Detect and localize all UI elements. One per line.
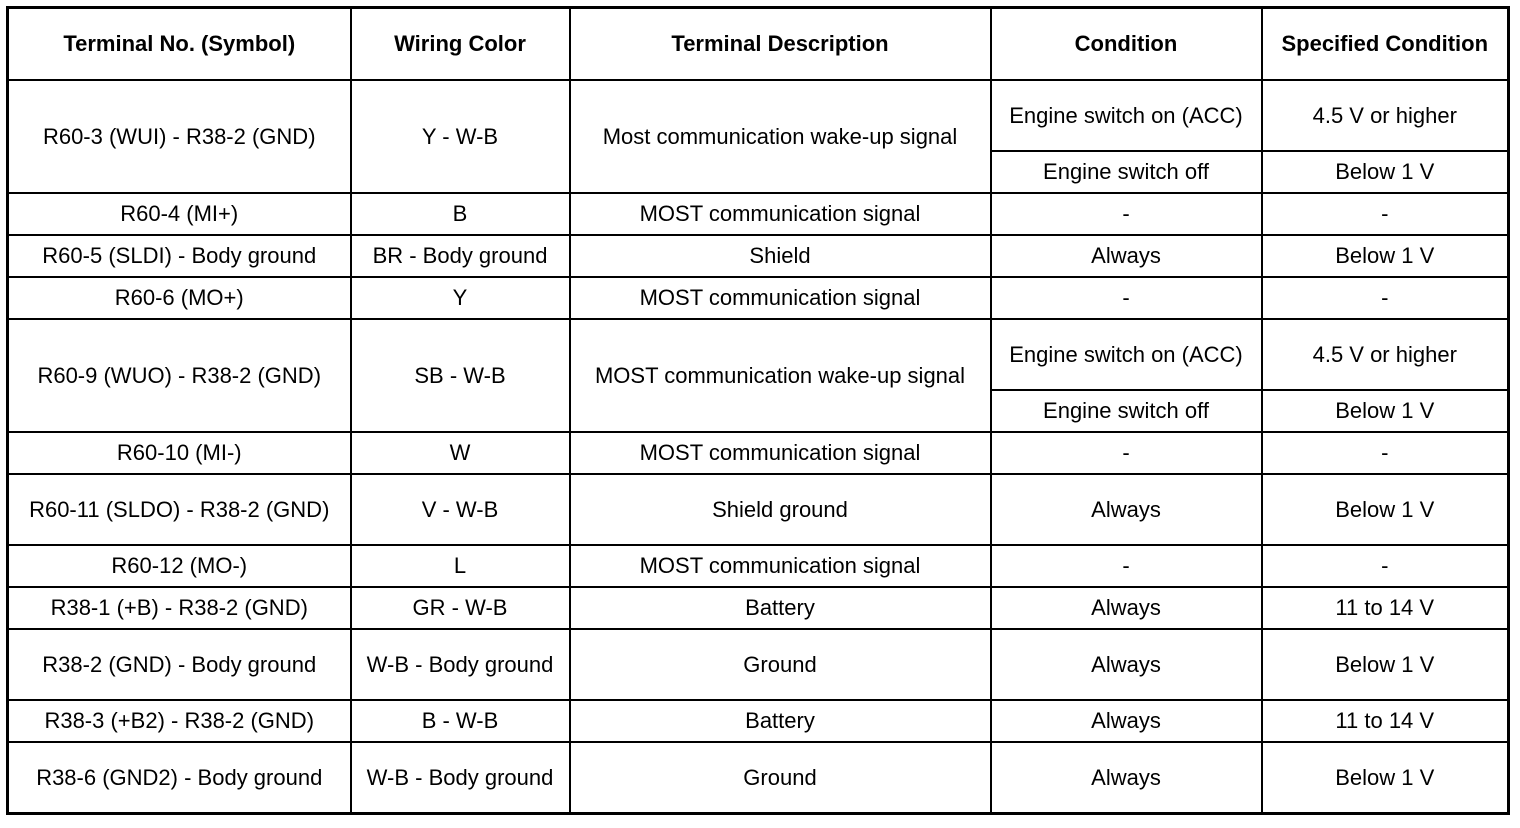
- terminal-cell: R38-2 (GND) - Body ground: [8, 629, 351, 700]
- spec-cell: Below 1 V: [1262, 390, 1509, 432]
- wiring-color-cell: Y: [351, 277, 570, 319]
- wiring-color-cell: BR - Body ground: [351, 235, 570, 277]
- wiring-color-cell: B: [351, 193, 570, 235]
- wiring-color-cell: W: [351, 432, 570, 474]
- condition-cell: -: [991, 545, 1262, 587]
- wiring-color-cell: GR - W-B: [351, 587, 570, 629]
- header-wiring-color: Wiring Color: [351, 8, 570, 81]
- wiring-color-cell: W-B - Body ground: [351, 742, 570, 814]
- condition-cell: Engine switch on (ACC): [991, 319, 1262, 390]
- spec-cell: Below 1 V: [1262, 235, 1509, 277]
- spec-cell: -: [1262, 277, 1509, 319]
- table-row: [8, 235, 1509, 277]
- header-terminal: Terminal No. (Symbol): [8, 8, 351, 81]
- condition-cell: Always: [991, 235, 1262, 277]
- terminal-cell: R38-1 (+B) - R38-2 (GND): [8, 587, 351, 629]
- wiring-color-cell: Y - W-B: [351, 80, 570, 193]
- spec-cell: -: [1262, 432, 1509, 474]
- spec-cell: 11 to 14 V: [1262, 587, 1509, 629]
- description-cell: Battery: [570, 700, 991, 742]
- spec-cell: Below 1 V: [1262, 151, 1509, 193]
- table-row: [8, 545, 1509, 587]
- wiring-color-cell: SB - W-B: [351, 319, 570, 432]
- terminal-cell: R60-5 (SLDI) - Body ground: [8, 235, 351, 277]
- table-row: [8, 700, 1509, 742]
- terminal-cell: R60-11 (SLDO) - R38-2 (GND): [8, 474, 351, 545]
- table-row: [8, 742, 1509, 814]
- description-cell: Ground: [570, 629, 991, 700]
- description-cell: Battery: [570, 587, 991, 629]
- condition-cell: Always: [991, 474, 1262, 545]
- header-condition: Condition: [991, 8, 1262, 81]
- header-row: [8, 8, 1509, 81]
- condition-cell: Engine switch on (ACC): [991, 80, 1262, 151]
- description-cell: MOST communication signal: [570, 545, 991, 587]
- table-row: [8, 80, 1509, 151]
- description-cell: MOST communication wake-up signal: [570, 319, 991, 432]
- header-specified-condition: Specified Condition: [1262, 8, 1509, 81]
- condition-cell: Engine switch off: [991, 151, 1262, 193]
- description-cell: MOST communication signal: [570, 277, 991, 319]
- condition-cell: Always: [991, 700, 1262, 742]
- description-cell: Ground: [570, 742, 991, 814]
- condition-cell: -: [991, 193, 1262, 235]
- terminal-cell: R60-12 (MO-): [8, 545, 351, 587]
- table-row: [8, 319, 1509, 390]
- terminal-cell: R60-3 (WUI) - R38-2 (GND): [8, 80, 351, 193]
- wiring-color-cell: W-B - Body ground: [351, 629, 570, 700]
- terminal-cell: R60-9 (WUO) - R38-2 (GND): [8, 319, 351, 432]
- wiring-color-cell: L: [351, 545, 570, 587]
- spec-cell: Below 1 V: [1262, 742, 1509, 814]
- header-terminal-description: Terminal Description: [570, 8, 991, 81]
- condition-cell: Always: [991, 742, 1262, 814]
- terminal-spec-table: [6, 6, 1510, 815]
- spec-cell: -: [1262, 545, 1509, 587]
- spec-cell: 4.5 V or higher: [1262, 80, 1509, 151]
- table-row: [8, 629, 1509, 700]
- condition-cell: Always: [991, 629, 1262, 700]
- condition-cell: -: [991, 277, 1262, 319]
- wiring-color-cell: B - W-B: [351, 700, 570, 742]
- description-cell: MOST communication signal: [570, 193, 991, 235]
- table-row: [8, 587, 1509, 629]
- terminal-cell: R60-6 (MO+): [8, 277, 351, 319]
- description-cell: Most communication wake-up signal: [570, 80, 991, 193]
- table-row: [8, 474, 1509, 545]
- condition-cell: Always: [991, 587, 1262, 629]
- description-cell: Shield ground: [570, 474, 991, 545]
- terminal-cell: R38-6 (GND2) - Body ground: [8, 742, 351, 814]
- table-row: [8, 193, 1509, 235]
- terminal-cell: R60-10 (MI-): [8, 432, 351, 474]
- table-row: [8, 277, 1509, 319]
- condition-cell: Engine switch off: [991, 390, 1262, 432]
- terminal-cell: R60-4 (MI+): [8, 193, 351, 235]
- spec-cell: 11 to 14 V: [1262, 700, 1509, 742]
- terminal-cell: R38-3 (+B2) - R38-2 (GND): [8, 700, 351, 742]
- spec-cell: Below 1 V: [1262, 629, 1509, 700]
- spec-cell: 4.5 V or higher: [1262, 319, 1509, 390]
- spec-cell: Below 1 V: [1262, 474, 1509, 545]
- description-cell: Shield: [570, 235, 991, 277]
- description-cell: MOST communication signal: [570, 432, 991, 474]
- wiring-color-cell: V - W-B: [351, 474, 570, 545]
- table-row: [8, 432, 1509, 474]
- condition-cell: -: [991, 432, 1262, 474]
- spec-cell: -: [1262, 193, 1509, 235]
